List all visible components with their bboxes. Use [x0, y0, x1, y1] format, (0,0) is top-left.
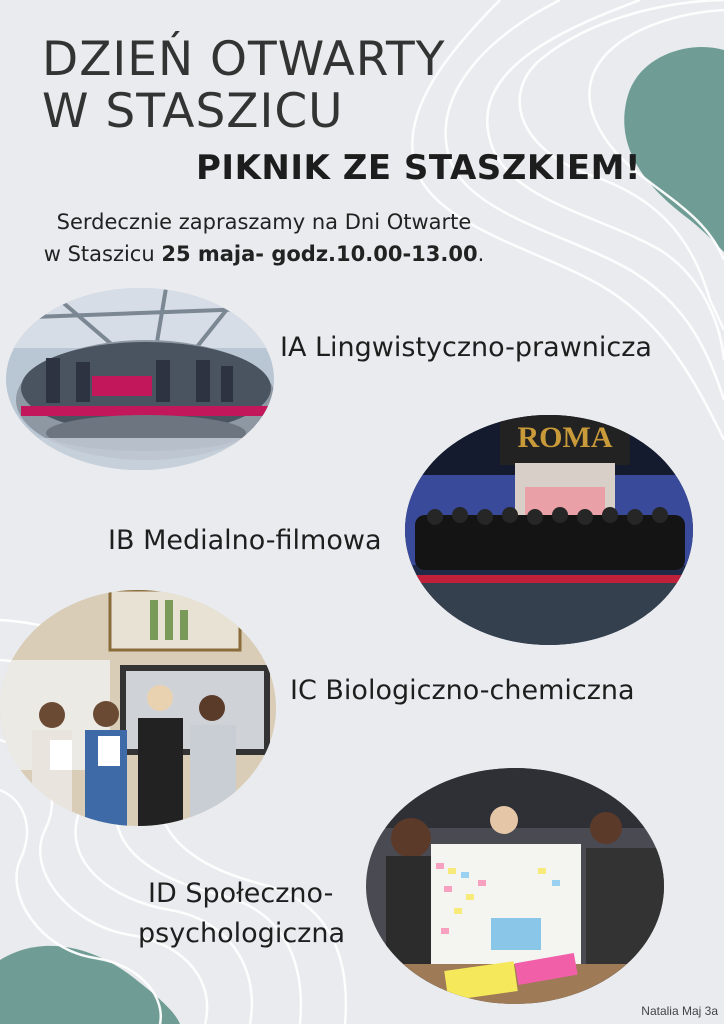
title-line-2: W STASZICU	[42, 84, 344, 139]
page-title	[42, 34, 445, 138]
roma-theatre-group-photo	[405, 415, 693, 645]
invitation-line-2	[24, 238, 504, 270]
invitation-text	[24, 206, 504, 270]
subtitle: PIKNIK ZE STASZKIEM!	[196, 148, 641, 188]
class-ib-label: IB Medialno-filmowa	[108, 525, 382, 556]
author-credit: Natalia Maj 3a	[641, 1004, 718, 1018]
invitation-suffix: .	[477, 242, 485, 266]
roma-sign: ROMA	[517, 421, 613, 454]
class-id-label-line-1: ID Społeczno-	[148, 878, 334, 909]
invitation-line-1: Serdecznie zapraszamy na Dni Otwarte	[56, 210, 472, 234]
class-id-label-line-2: psychologiczna	[138, 918, 345, 949]
classroom-award-photo	[0, 590, 276, 826]
class-id-label	[138, 874, 345, 954]
london-eye-capsule-photo	[6, 288, 274, 470]
invitation-prefix: w Staszicu	[43, 242, 162, 266]
title-line-1: DZIEŃ OTWARTY	[42, 32, 446, 87]
class-ic-label: IC Biologiczno-chemiczna	[290, 675, 635, 706]
class-ia-label: IA Lingwistyczno-prawnicza	[280, 332, 652, 363]
invitation-date: 25 maja- godz.10.00-13.00	[161, 242, 478, 266]
workshop-poster-photo	[366, 768, 664, 1004]
